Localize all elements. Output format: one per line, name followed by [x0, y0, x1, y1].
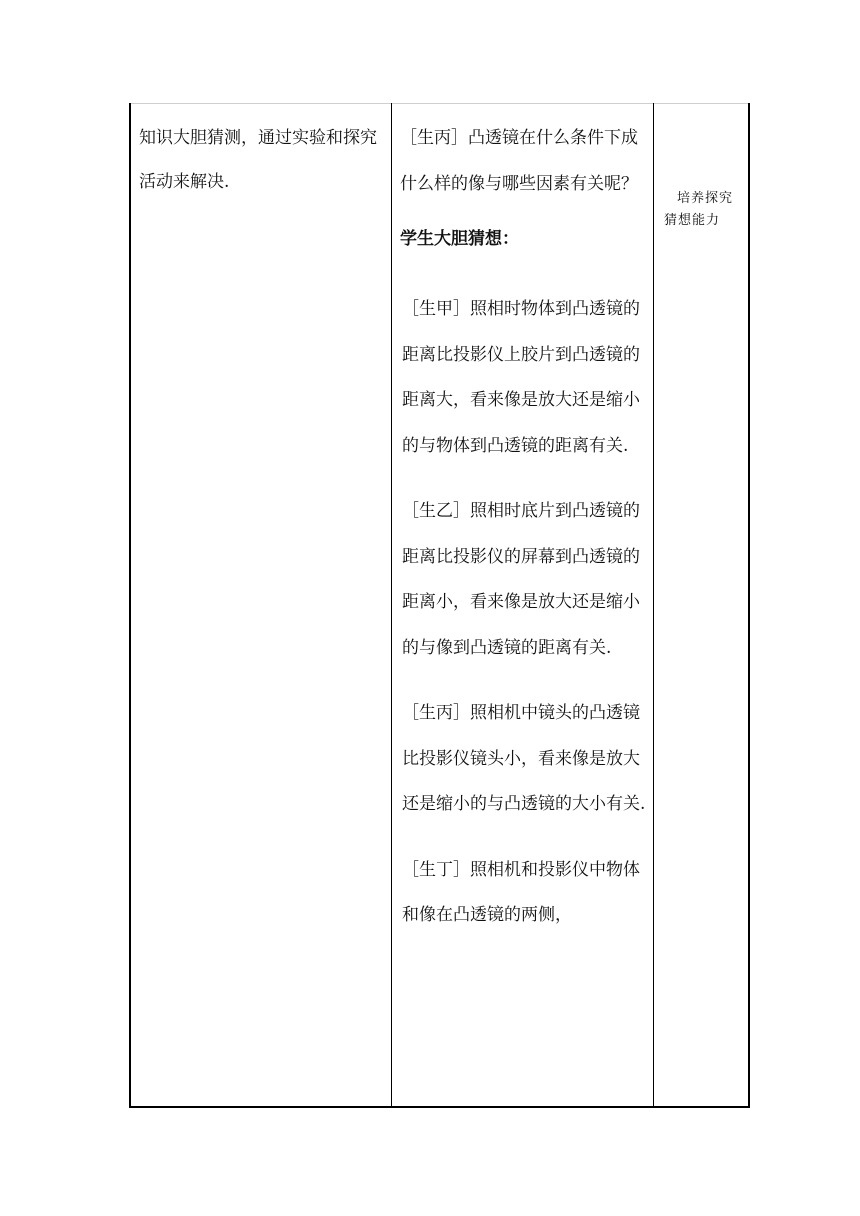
guess-paragraph-jia: ［生甲］照相时物体到凸透镜的距离比投影仪上胶片到凸透镜的距离大，看来像是放大还是缩小的与物体到凸透镜的距离有关.	[402, 299, 640, 456]
design-intent-note: 培养探究猜想能力	[664, 191, 734, 228]
student-question: ［生丙］凸透镜在什么条件下成什么样的像与哪些因素有关呢？	[400, 128, 638, 194]
guess-paragraph-ding: ［生丁］照相机和投影仪中物体和像在凸透镜的两侧，	[402, 859, 640, 925]
teacher-activity-text: 知识大胆猜测，通过实验和探究活动来解决.	[139, 128, 377, 192]
student-activity-cell	[392, 104, 654, 1108]
teacher-activity-cell	[130, 104, 392, 1108]
guess-paragraph-yi: ［生乙］照相时底片到凸透镜的距离比投影仪的屏幕到凸透镜的距离小，看来像是放大还是缩小的与像到凸透镜的距离有关.	[402, 501, 640, 658]
table-row	[130, 104, 749, 1108]
lesson-plan-table	[129, 103, 750, 1108]
design-intent-cell	[654, 104, 750, 1108]
guess-heading: 学生大胆猜想：	[400, 229, 519, 249]
guess-paragraph-bing: ［生丙］照相机中镜头的凸透镜比投影仪镜头小，看来像是放大还是缩小的与凸透镜的大小有关.	[402, 703, 646, 814]
